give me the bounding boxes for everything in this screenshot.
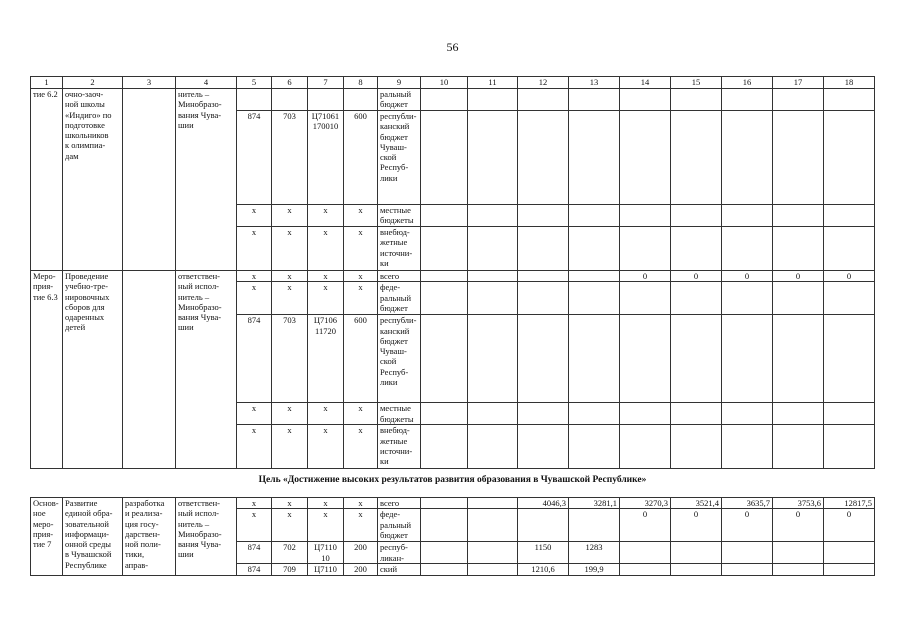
col-header: 11: [468, 77, 518, 89]
cell-year: 3281,1: [569, 498, 620, 509]
cell-vr: x: [344, 282, 378, 315]
cell-vr: 200: [344, 542, 378, 564]
cell-rz: x: [272, 271, 308, 282]
measure-id: Основ- ное меро- прия- тие 7: [31, 498, 63, 576]
cell-year: 0: [773, 271, 824, 282]
col-header: 14: [620, 77, 671, 89]
cell-csr: x: [308, 498, 344, 509]
col-header: 12: [518, 77, 569, 89]
col-header: 8: [344, 77, 378, 89]
cell-vr: x: [344, 205, 378, 227]
funding-source: местные бюджеты: [378, 205, 421, 227]
cell-vr: 600: [344, 315, 378, 403]
measure-goal: [123, 89, 176, 271]
cell-year: 0: [620, 271, 671, 282]
col-header: 6: [272, 77, 308, 89]
cell-gr: 874: [237, 315, 272, 403]
funding-source: местные бюджеты: [378, 403, 421, 425]
cell-year: 0: [671, 271, 722, 282]
cell-year: 1210,6: [518, 564, 569, 575]
cell-gr: 874: [237, 564, 272, 575]
col-header: 3: [123, 77, 176, 89]
cell-gr: [237, 89, 272, 111]
cell-vr: x: [344, 425, 378, 469]
page-number: 56: [446, 40, 459, 54]
cell-year: 199,9: [569, 564, 620, 575]
cell-year: 0: [722, 271, 773, 282]
col-header: 18: [824, 77, 875, 89]
funding-source: ральный бюджет: [378, 89, 421, 111]
cell-vr: [344, 89, 378, 111]
cell-gr: 874: [237, 111, 272, 205]
cell-csr: x: [308, 509, 344, 542]
cell-rz: x: [272, 498, 308, 509]
cell-vr: x: [344, 227, 378, 271]
cell-rz: x: [272, 509, 308, 542]
col-header: 15: [671, 77, 722, 89]
cell-vr: x: [344, 271, 378, 282]
cell-gr: x: [237, 425, 272, 469]
col-header: 13: [569, 77, 620, 89]
cell-rz: x: [272, 205, 308, 227]
cell-rz: x: [272, 227, 308, 271]
cell-csr: [308, 89, 344, 111]
measure-name: Развитие единой обра- зовательной информаци- онной среды в Чувашской Республике: [63, 498, 123, 576]
cell-year: 0: [773, 509, 824, 542]
cell-year: 3270,3: [620, 498, 671, 509]
measure-goal: разработка и реализа- ция госу- дарствен- ной поли- тики, аправ-: [123, 498, 176, 576]
funding-source: всего: [378, 271, 421, 282]
responsible-executor: ответствен- ный испол- нитель – Минобразо- вания Чува- шии: [176, 271, 237, 469]
cell-gr: x: [237, 498, 272, 509]
col-header: 1: [31, 77, 63, 89]
cell-gr: x: [237, 271, 272, 282]
cell-csr: x: [308, 227, 344, 271]
cell-rz: 703: [272, 111, 308, 205]
cell-csr: Ц7110: [308, 564, 344, 575]
cell-year: 3521,4: [671, 498, 722, 509]
cell-gr: x: [237, 403, 272, 425]
cell-year: 4046,3: [518, 498, 569, 509]
cell-year: 0: [824, 271, 875, 282]
col-header: 10: [421, 77, 468, 89]
funding-source: феде- ральный бюджет: [378, 509, 421, 542]
measure-goal: [123, 271, 176, 469]
cell-vr: x: [344, 403, 378, 425]
table-row: [31, 271, 875, 282]
measure-id: Меро- прия- тие 6.3: [31, 271, 63, 469]
measure-name: очно-заоч- ной школы «Индиго» по подготовке школьников к олимпиа- дам: [63, 89, 123, 271]
cell-vr: 200: [344, 564, 378, 575]
cell-gr: x: [237, 227, 272, 271]
cell-vr: x: [344, 509, 378, 542]
cell-rz: 702: [272, 542, 308, 564]
cell-rz: [272, 89, 308, 111]
col-header: 2: [63, 77, 123, 89]
cell-year: 3635,7: [722, 498, 773, 509]
cell-csr: x: [308, 403, 344, 425]
funding-source: респуб- ликан-: [378, 542, 421, 564]
cell-csr: x: [308, 205, 344, 227]
funding-source: внебюд- жетные источни- ки: [378, 425, 421, 469]
funding-source: феде- ральный бюджет: [378, 282, 421, 315]
responsible-executor: ответствен- ный испол- нитель – Минобразо- вания Чува- шии: [176, 498, 237, 576]
col-header: 9: [378, 77, 421, 89]
cell-year: 0: [620, 509, 671, 542]
cell-vr: 600: [344, 111, 378, 205]
cell-rz: x: [272, 403, 308, 425]
cell-csr: Ц7110 10: [308, 542, 344, 564]
measure-id: тие 6.2: [31, 89, 63, 271]
col-header: 4: [176, 77, 237, 89]
cell-year: 0: [722, 509, 773, 542]
funding-source: республи- канский бюджет Чуваш- ской Респуб- лики: [378, 315, 421, 403]
col-header: 17: [773, 77, 824, 89]
cell-csr: Ц7106 11720: [308, 315, 344, 403]
funding-source: внебюд- жетные источни- ки: [378, 227, 421, 271]
col-header: 5: [237, 77, 272, 89]
table-row: [31, 89, 875, 111]
funding-source: республи- канский бюджет Чуваш- ской Респуб- лики: [378, 111, 421, 205]
funding-source: ский: [378, 564, 421, 575]
budget-table-top: [30, 76, 875, 469]
goal-heading: Цель «Достижение высоких результатов развития образования в Чувашской Республике»: [258, 475, 647, 485]
cell-year: 0: [824, 509, 875, 542]
measure-name: Проведение учебно-тре- нировочных сборов для одаренных детей: [63, 271, 123, 469]
cell-year: 1283: [569, 542, 620, 564]
cell-year: 12817,5: [824, 498, 875, 509]
cell-vr: x: [344, 498, 378, 509]
cell-gr: 874: [237, 542, 272, 564]
cell-rz: x: [272, 425, 308, 469]
funding-source: всего: [378, 498, 421, 509]
col-header: 16: [722, 77, 773, 89]
cell-year: 3753,6: [773, 498, 824, 509]
cell-csr: x: [308, 425, 344, 469]
cell-rz: 709: [272, 564, 308, 575]
cell-csr: Ц71061 170010: [308, 111, 344, 205]
table-row: [31, 498, 875, 509]
cell-rz: x: [272, 282, 308, 315]
cell-gr: x: [237, 205, 272, 227]
cell-year: 1150: [518, 542, 569, 564]
cell-csr: x: [308, 271, 344, 282]
cell-csr: x: [308, 282, 344, 315]
cell-gr: x: [237, 282, 272, 315]
responsible-executor: нитель – Минобразо- вания Чува- шии: [176, 89, 237, 271]
cell-gr: x: [237, 509, 272, 542]
budget-table-bottom: [30, 497, 875, 576]
cell-year: 0: [671, 509, 722, 542]
column-number-row: [31, 77, 875, 89]
cell-rz: 703: [272, 315, 308, 403]
col-header: 7: [308, 77, 344, 89]
